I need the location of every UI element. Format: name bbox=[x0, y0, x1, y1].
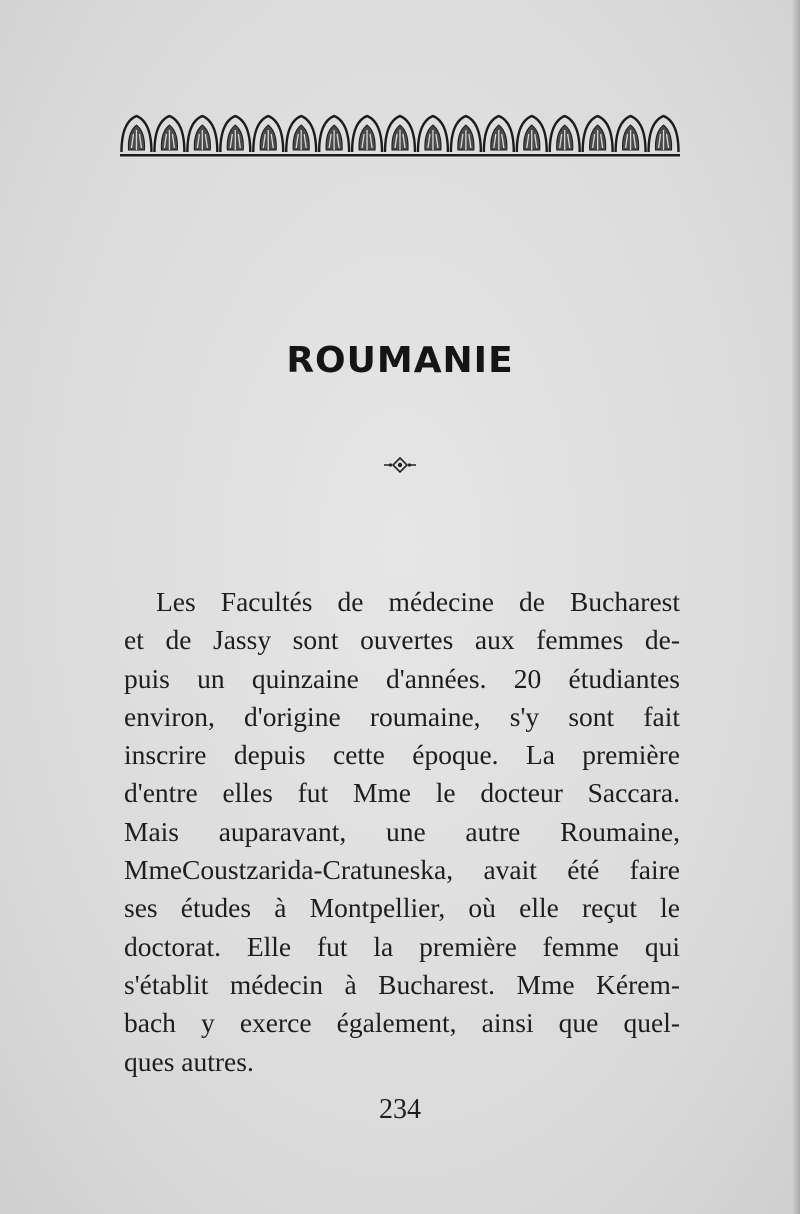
palmette-motif bbox=[187, 116, 217, 152]
text-line: d'entre elles fut Mme le docteur Saccara. bbox=[124, 777, 680, 809]
palmette-frieze-icon bbox=[120, 110, 680, 158]
frieze-rule bbox=[120, 154, 680, 157]
text-line: Mais auparavant, une autre Roumaine, bbox=[124, 815, 680, 847]
palmette-motif bbox=[122, 116, 152, 152]
text-line: inscrire depuis cette époque. La première bbox=[124, 739, 680, 771]
palmette-motif bbox=[253, 116, 283, 152]
text-line: s'établit médecin à Bucharest. Mme Kérem- bbox=[124, 968, 680, 1000]
text-line: doctorat. Elle fut la première femme qui bbox=[124, 930, 680, 962]
body-paragraph bbox=[124, 583, 680, 1081]
text-line: ses études à Montpellier, où elle reçut le bbox=[124, 892, 680, 924]
palmette-motif bbox=[385, 116, 415, 152]
palmette-motif bbox=[616, 116, 646, 152]
palmette-motif bbox=[517, 116, 547, 152]
palmette-motif bbox=[220, 116, 250, 152]
palmette-motif bbox=[352, 116, 382, 152]
palmette-motif bbox=[286, 116, 316, 152]
palmette-motif bbox=[484, 116, 514, 152]
palmette-motif bbox=[319, 116, 349, 152]
text-line: Les Facultés de médecine de Bucharest bbox=[156, 586, 680, 617]
text-line: puis un quinzaine d'années. 20 étudiantes bbox=[124, 662, 680, 694]
text-line: ques autres. bbox=[124, 1045, 254, 1077]
text-line: et de Jassy sont ouvertes aux femmes de- bbox=[124, 624, 680, 656]
fleuron-icon bbox=[382, 456, 418, 474]
palmette-motif bbox=[451, 116, 481, 152]
text-line: MmeCoustzarida-Cratuneska, avait été faire bbox=[124, 854, 680, 886]
palmette-motif bbox=[154, 116, 184, 152]
palmette-motif bbox=[418, 116, 448, 152]
text-line: bach y exerce également, ainsi que quel- bbox=[124, 1007, 680, 1039]
page-number: 234 bbox=[379, 1094, 421, 1125]
palmette-motif bbox=[649, 116, 679, 152]
chapter-title: ROUMANIE bbox=[286, 340, 514, 381]
palmette-motif bbox=[550, 116, 580, 152]
palmette-motif bbox=[583, 116, 613, 152]
page-edge bbox=[792, 0, 800, 1214]
text-line: environ, d'origine roumaine, s'y sont fait bbox=[124, 700, 680, 732]
